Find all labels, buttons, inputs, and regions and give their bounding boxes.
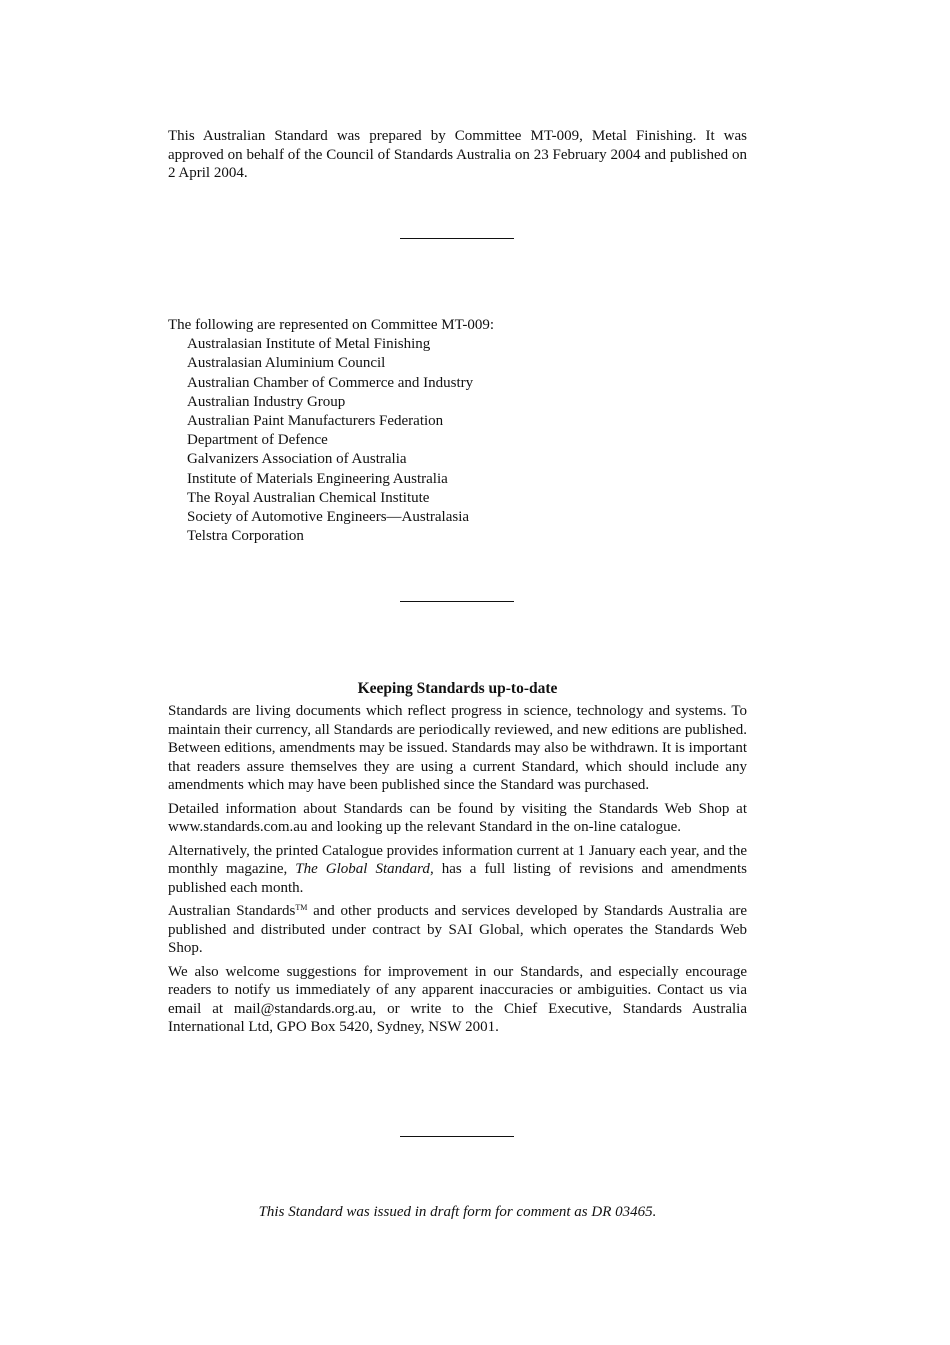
- committee-member: Australasian Institute of Metal Finishing: [187, 336, 431, 353]
- sai-global-text: and other products and services developed by Standards Australia are published and distributed under contract by SAI Global, which operates the Standards Web Shop.: [168, 903, 748, 956]
- committee-member-list: [168, 335, 747, 546]
- committee-member: The Royal Australian Chemical Institute: [187, 489, 430, 506]
- divider-rule: [400, 1136, 514, 1137]
- paragraph-catalogue: [168, 842, 747, 898]
- committee-member: Australian Industry Group: [187, 393, 346, 410]
- committee-member: Institute of Materials Engineering Australia: [187, 470, 448, 487]
- divider-rule: [400, 238, 514, 239]
- paragraph-sai-global: [168, 902, 747, 958]
- paragraph-web-shop: Detailed information about Standards can be found by visiting the Standards Web Shop at www.standards.com.au and looking up the relevant Standard in the on-line catalogue.: [168, 800, 747, 835]
- committee-member: Galvanizers Association of Australia: [187, 451, 407, 468]
- committee-member: Department of Defence: [187, 432, 328, 449]
- section-heading: Keeping Standards up-to-date: [357, 680, 558, 697]
- committee-member: Australian Chamber of Commerce and Industry: [187, 374, 474, 391]
- trademark-symbol: TM: [295, 903, 308, 912]
- paragraph-contact: We also welcome suggestions for improvement in our Standards, and especially encourage readers to notify us immediately of any apparent inaccuracies or ambiguities. Contact us via email at mail@standards.org.au, or write to the Chief Executive, Standards Australia International Ltd, GPO Box 5420, Sydney, NSW 2001.: [168, 963, 747, 1035]
- catalogue-text-start: Alternatively, the printed Catalogue provides information current at 1 January each year, and the monthly magazine,: [168, 842, 747, 877]
- keeping-standards-section: [168, 679, 747, 1042]
- committee-member: Society of Automotive Engineers—Australasia: [187, 509, 470, 526]
- draft-note: This Standard was issued in draft form for comment as DR 03465.: [258, 1204, 657, 1220]
- committee-representation: [168, 316, 747, 546]
- trademark-name: Australian Standards: [168, 903, 296, 919]
- committee-member: Telstra Corporation: [187, 528, 304, 545]
- divider-rule: [400, 601, 514, 602]
- preparation-statement: This Australian Standard was prepared by Committee MT-009, Metal Finishing. It was approved on behalf of the Council of Standards Australia on 23 February 2004 and published on 2 April 2004.: [168, 128, 747, 181]
- catalogue-text-end: , has a full listing of revisions and amendments published each month.: [168, 861, 747, 896]
- committee-intro: The following are represented on Committee MT-009:: [168, 317, 495, 333]
- paragraph-living-documents: Standards are living documents which reflect progress in science, technology and systems. To maintain their currency, all Standards are periodically reviewed, and new editions are published. Between editions, amendments may be issued. Standards may also be withdrawn. It is important that readers assure themselves they are using a current Standard, which should include any amendments which may have been published since the Standard was purchased.: [168, 703, 747, 793]
- committee-member: Australian Paint Manufacturers Federation: [187, 413, 444, 430]
- magazine-title: The Global Standard: [295, 861, 430, 877]
- committee-member: Australasian Aluminium Council: [187, 355, 386, 372]
